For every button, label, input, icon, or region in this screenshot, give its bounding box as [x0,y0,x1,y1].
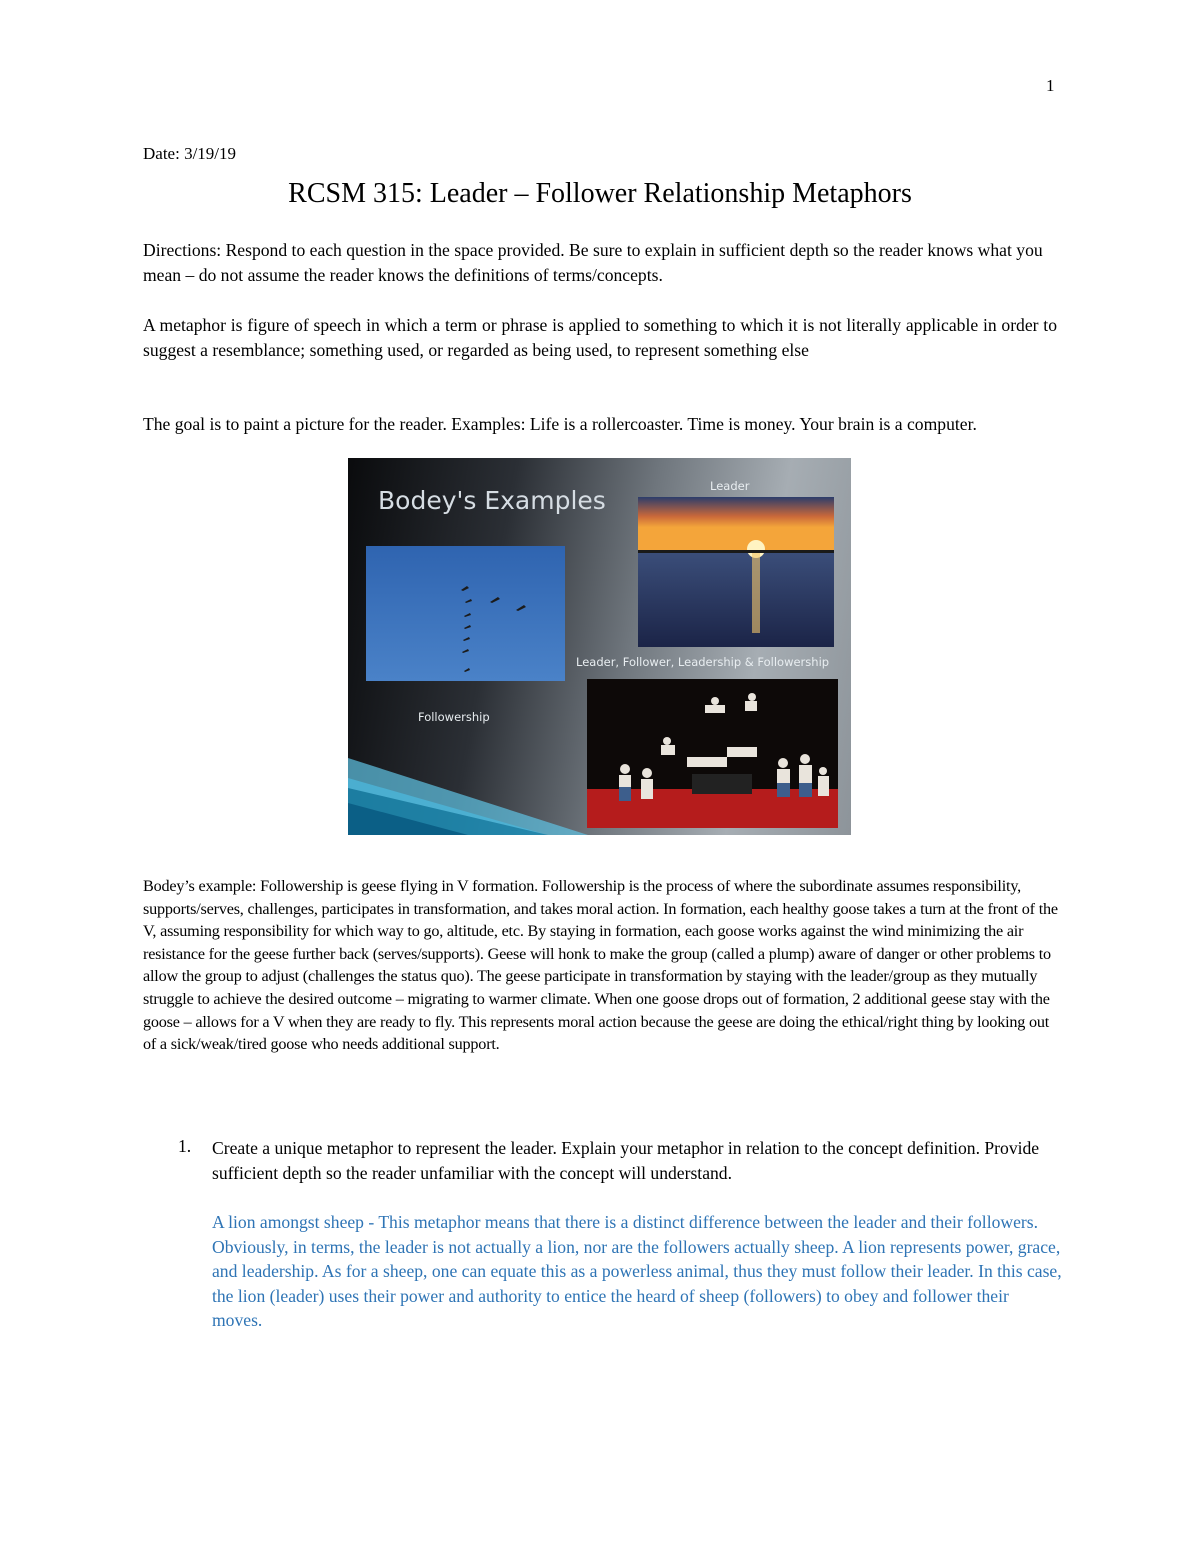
question-1-answer: A lion amongst sheep - This metaphor means that there is a distinct difference between the leader and their followers. Obviously, in terms, the leader is not actually a lion, nor are the followers actually sheep. A lion represents power, grace, and leadership. As for a sheep, one can equate this as a powerless animal, thus they must follow their leader. In this case, the lion (leader) uses their power and authority to entice the heard of sheep (followers) to obey and follower their moves. [212,1212,1062,1330]
date-line: Date: 3/19/19 [143,144,237,163]
goal-paragraph: The goal is to paint a picture for the reader. Examples: Life is a rollercoaster. Time is money. Your brain is a computer. [143,414,977,434]
question-1-number: 1. [178,1136,192,1156]
page-title: RCSM 315: Leader – Follower Relationship Metaphors [288,178,912,209]
question-1-prompt: Create a unique metaphor to represent the leader. Explain your metaphor in relation to the concept definition. Provide sufficient depth so the reader unfamiliar with the concept will understand. [212,1138,1040,1183]
caption-leader: Leader [710,479,750,493]
geese-photo [366,546,565,681]
page-number: 1 [1046,76,1055,95]
metaphor-definition-paragraph: A metaphor is figure of speech in which a term or phrase is applied to something to which it is not literally applicable in order to suggest a resemblance; something used, or regarded as being used, to represent something else [143,315,1057,360]
examples-slide-image [348,458,851,835]
directions-paragraph: Directions: Respond to each question in the space provided. Be sure to explain in sufficient depth so the reader knows what you mean – do not assume the reader knows the definitions of terms/concepts. [143,240,1043,285]
bodey-example-paragraph: Bodey’s example: Followership is geese flying in V formation. Followership is the process of where the subordinate assumes responsibility, supports/serves, challenges, participates in transformation, and takes moral action. In formation, each healthy goose takes a turn at the front of the V, assuming responsibility for which way to go, altitude, etc. By staying in formation, each goose works against the wind minimizing the air resistance for the geese further back (serves/supports). Geese will honk to make the group (called a plump) aware of danger or other problems to allow the group to adjust (challenges the status quo). The geese participate in transformation by staying with the leader/group as they mutually struggle to achieve the desired outcome – migrating to warmer climate. When one goose drops out of formation, 2 additional geese stay with the goose – allows for a V when they are ready to fly. This represents moral action because the geese are doing the ethical/right thing by looking out of a sick/weak/tired goose who needs additional support. [143,877,1058,1054]
caption-followership: Followership [418,710,490,724]
sunset-photo [638,497,834,647]
caption-leader-follower: Leader, Follower, Leadership & Followership [576,655,830,669]
acrobats-photo [587,679,838,828]
slide-title: Bodey's Examples [378,486,606,515]
